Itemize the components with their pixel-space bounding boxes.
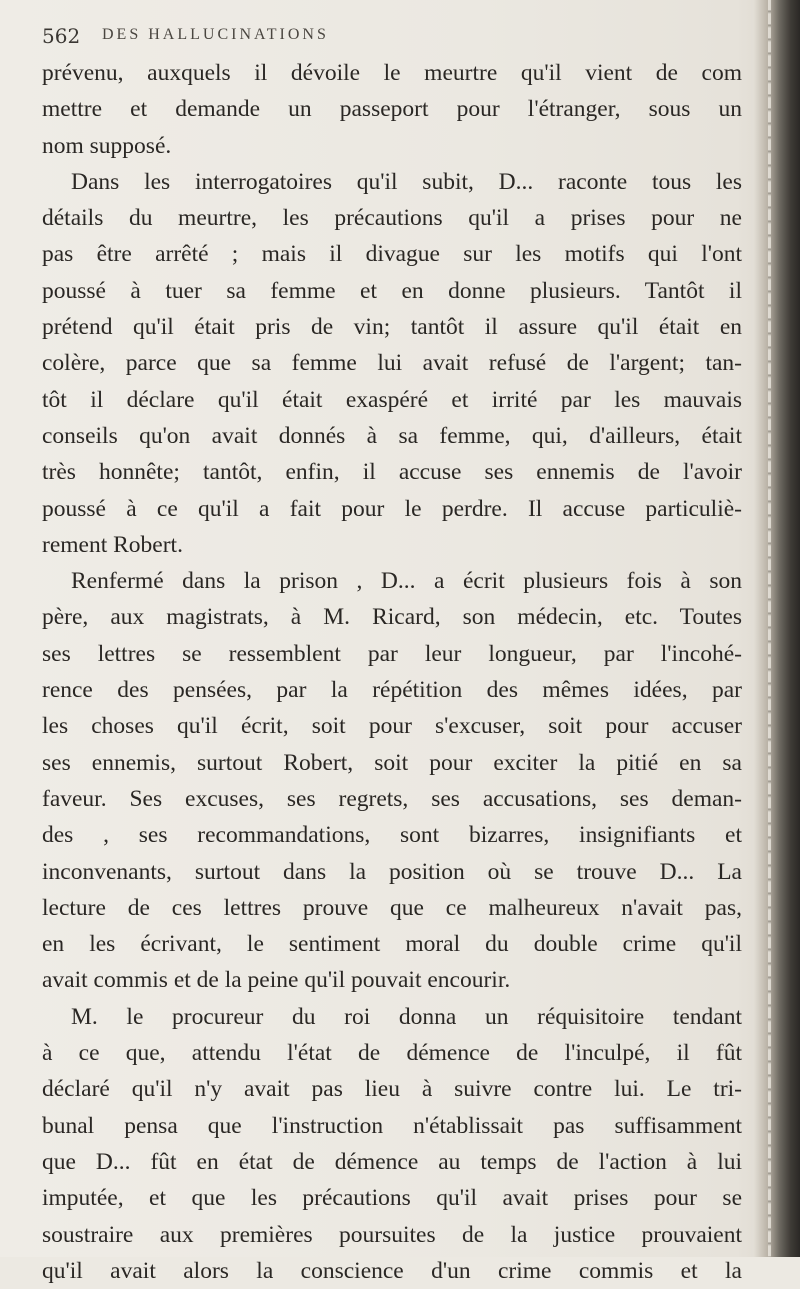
text-line: M. le procureur du roi donna un réquisitoire tendant: [71, 1003, 742, 1030]
text-line: soustraire aux premières poursuites de la justice prouvaient: [42, 1221, 742, 1248]
text-line: déclaré qu'il n'y avait pas lieu à suivre contre lui. Le tri-: [42, 1076, 742, 1103]
text-line: bunal pensa que l'instruction n'établissait pas suffisamment: [42, 1112, 742, 1139]
page-number: 562: [42, 24, 81, 48]
text-line: imputée, et que les précautions qu'il avait prises pour se: [42, 1185, 742, 1212]
text-line: lecture de ces lettres prouve que ce malheureux n'avait pas,: [42, 894, 742, 921]
text-line: que D... fût en état de démence au temps de l'action à lui: [42, 1148, 742, 1175]
text-line: les choses qu'il écrit, soit pour s'excuser, soit pour accuser: [42, 713, 742, 740]
text-line: Dans les interrogatoires qu'il subit, D... raconte tous les: [71, 168, 742, 195]
text-line: rence des pensées, par la répétition des mêmes idées, par: [42, 677, 742, 704]
text-line: pas être arrêté ; mais il divague sur les motifs qui l'ont: [42, 241, 742, 268]
text-line: ses lettres se ressemblent par leur longueur, par l'incohé-: [42, 640, 742, 667]
text-line: colère, parce que sa femme lui avait refusé de l'argent; tan-: [42, 350, 742, 377]
text-line: avait commis et de la peine qu'il pouvait encourir.: [42, 967, 511, 994]
text-line: inconvenants, surtout dans la position où se trouve D... La: [42, 858, 742, 885]
running-head: DES HALLUCINATIONS: [102, 26, 329, 43]
text-line: en les écrivant, le sentiment moral du double crime qu'il: [42, 931, 742, 958]
page-header: [42, 14, 742, 54]
text-line: ses ennemis, surtout Robert, soit pour exciter la pitié en sa: [42, 749, 742, 776]
text-line: Renfermé dans la prison , D... a écrit plusieurs fois à son: [71, 568, 742, 595]
text-line: prétend qu'il était pris de vin; tantôt il assure qu'il était en: [42, 314, 742, 341]
text-line: tôt il déclare qu'il était exaspéré et irrité par les mauvais: [42, 386, 742, 413]
text-line: poussé à ce qu'il a fait pour le perdre. Il accuse particuliè-: [42, 495, 742, 522]
text-line: détails du meurtre, les précautions qu'il a prises pour ne: [42, 205, 742, 232]
text-line: père, aux magistrats, à M. Ricard, son médecin, etc. Toutes: [42, 604, 742, 631]
book-binding-edge: [754, 0, 800, 1257]
text-line: mettre et demande un passeport pour l'étranger, sous un: [42, 96, 742, 123]
text-line: poussé à tuer sa femme et en donne plusieurs. Tantôt il: [42, 277, 742, 304]
text-line: prévenu, auxquels il dévoile le meurtre qu'il vient de com: [42, 60, 742, 86]
text-line: nom supposé.: [42, 132, 172, 159]
text-line: très honnête; tantôt, enfin, il accuse ses ennemis de l'avoir: [42, 459, 742, 486]
body-text: [42, 55, 742, 1289]
text-line: à ce que, attendu l'état de démence de l'inculpé, il fût: [42, 1040, 742, 1067]
text-line: faveur. Ses excuses, ses regrets, ses accusations, ses deman-: [42, 785, 742, 812]
text-line: qu'il avait alors la conscience d'un crime commis et la: [42, 1257, 742, 1284]
text-line: rement Robert.: [42, 531, 183, 558]
text-line: conseils qu'on avait donnés à sa femme, qui, d'ailleurs, était: [42, 422, 742, 449]
text-line: des , ses recommandations, sont bizarres, insignifiants et: [42, 822, 742, 849]
